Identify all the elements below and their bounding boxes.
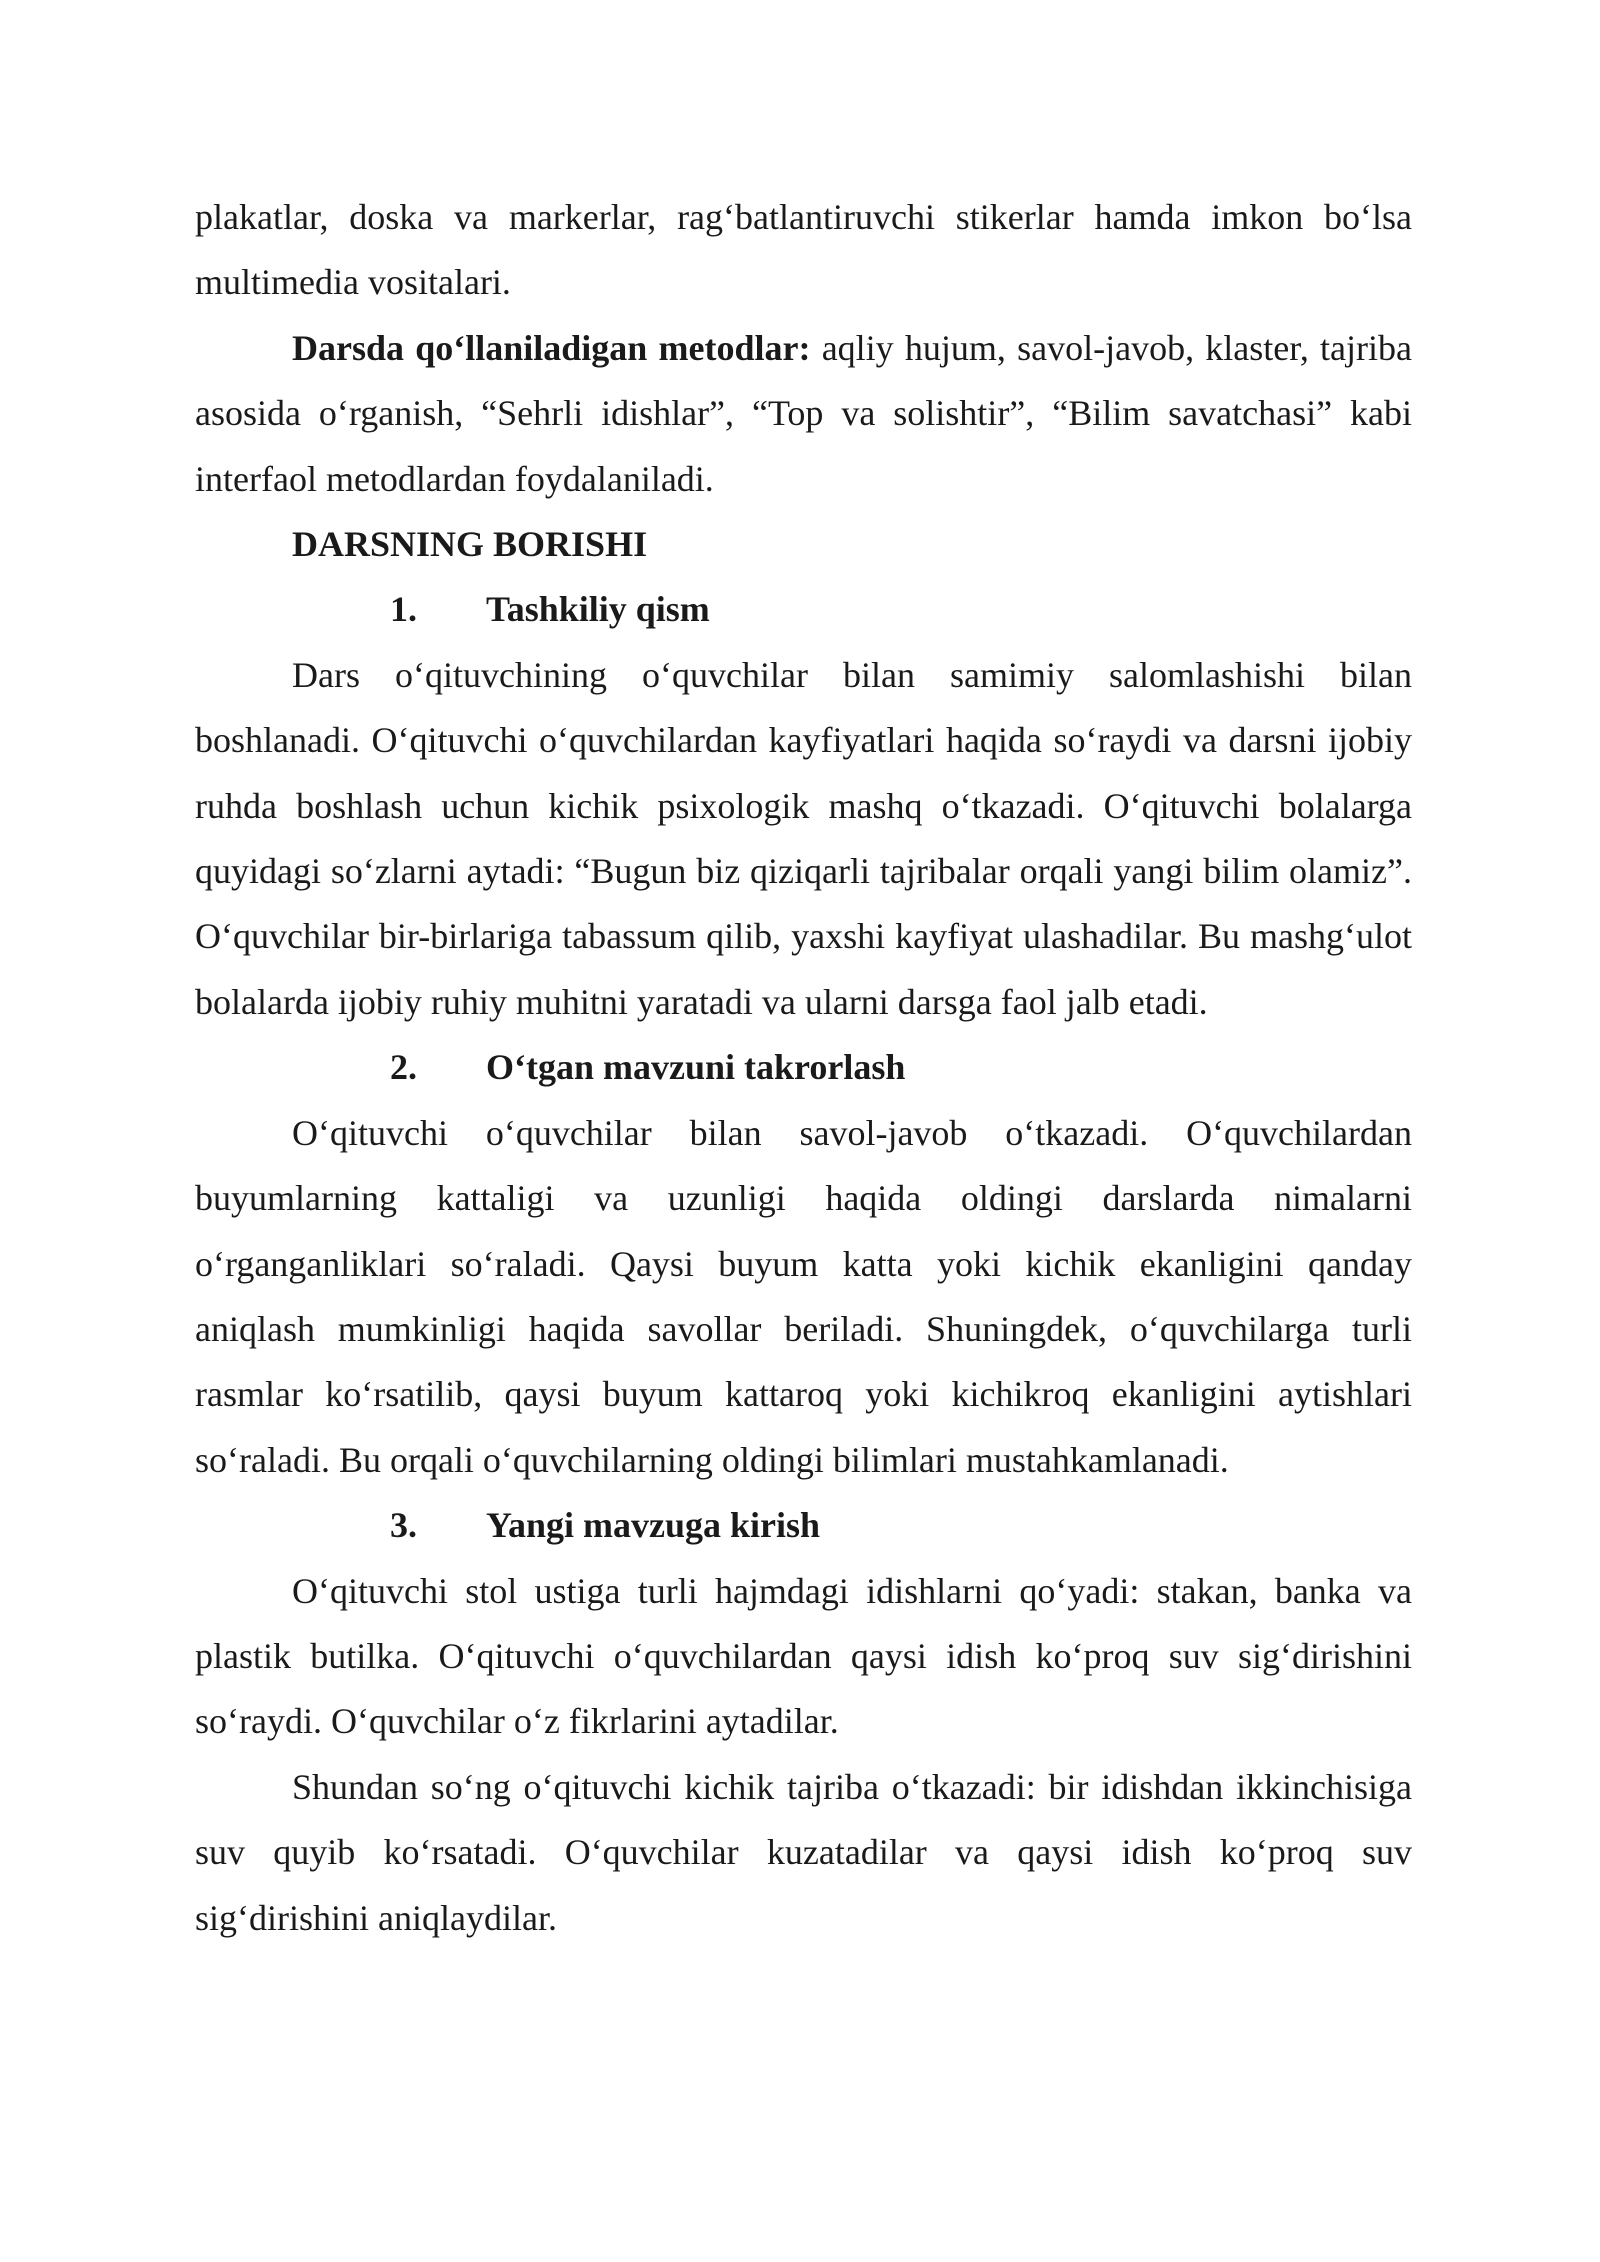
methods-label: Darsda qo‘llaniladigan metodlar: xyxy=(292,327,811,368)
paragraph-methods xyxy=(195,316,1412,512)
section-2-heading xyxy=(195,1035,1412,1100)
section-2-title: O‘tgan mavzuni takrorlash xyxy=(486,1047,906,1088)
paragraph-review: O‘qituvchi o‘quvchilar bilan savol-javob o‘tkazadi. O‘quvchilardan buyumlarning kattaligi va uzunligi haqida oldingi darslarda nimalarni o‘rganganliklari so‘raladi. Qaysi buyum katta yoki kichik ekanligini qanday aniqlash mumkinligi haqida savollar beriladi. Shuningdek, o‘quvchilarga turli rasmlar ko‘rsatilib, qaysi buyum kattaroq yoki kichikroq ekanligini aytishlari so‘raladi. Bu orqali o‘quvchilarning oldingi bilimlari mustahkamlanadi. xyxy=(195,1112,1412,1480)
section-1-title: Tashkiliy qism xyxy=(486,589,710,630)
section-3-title: Yangi mavzuga kirish xyxy=(486,1505,821,1546)
paragraph-experiment: Shundan so‘ng o‘qituvchi kichik tajriba o‘tkazadi: bir idishdan ikkinchisiga suv quyib ko‘rsatadi. O‘quvchilar kuzatadilar va qaysi idish ko‘proq suv sig‘dirishini aniqlaydilar. xyxy=(195,1766,1412,1938)
section-2-number: 2. xyxy=(390,1047,417,1088)
section-1-number: 1. xyxy=(390,589,417,630)
paragraph-new-topic: O‘qituvchi stol ustiga turli hajmdagi idishlarni qo‘yadi: stakan, banka va plastik butilka. O‘qituvchi o‘quvchilardan qaysi idish ko‘proq suv sig‘dirishini so‘raydi. O‘quvchilar o‘z fikrlarini aytadilar. xyxy=(195,1570,1412,1742)
paragraph-materials: plakatlar, doska va markerlar, rag‘batlantiruvchi stikerlar hamda imkon bo‘lsa multimedia vositalari. xyxy=(195,197,1412,303)
section-3-heading xyxy=(195,1493,1412,1558)
section-3-number: 3. xyxy=(390,1505,417,1546)
paragraph-organizational: Dars o‘qituvchining o‘quvchilar bilan samimiy salomlashishi bilan boshlanadi. O‘qituvchi o‘quvchilardan kayfiyatlari haqida so‘raydi va darsni ijobiy ruhda boshlash uchun kichik psixologik mashq o‘tkazadi. O‘qituvchi bolalarga quyidagi so‘zlarni aytadi: “Bugun biz qiziqarli tajribalar orqali yangi bilim olamiz”. O‘quvchilar bir-birlariga tabassum qilib, yaxshi kayfiyat ulashadilar. Bu mashg‘ulot bolalarda ijobiy ruhiy muhitni yaratadi va ularni darsga faol jalb etadi. xyxy=(195,654,1412,1022)
lesson-progress-heading: DARSNING BORISHI xyxy=(292,524,648,565)
methods-text: aqliy hujum, savol-javob, klaster, tajriba asosida o‘rganish, “Sehrli idishlar”, “Top va solishtir”, “Bilim savatchasi” kabi interfaol metodlardan foydalaniladi. xyxy=(195,327,1412,499)
section-1-heading xyxy=(195,577,1412,642)
document-page xyxy=(195,185,1412,1951)
